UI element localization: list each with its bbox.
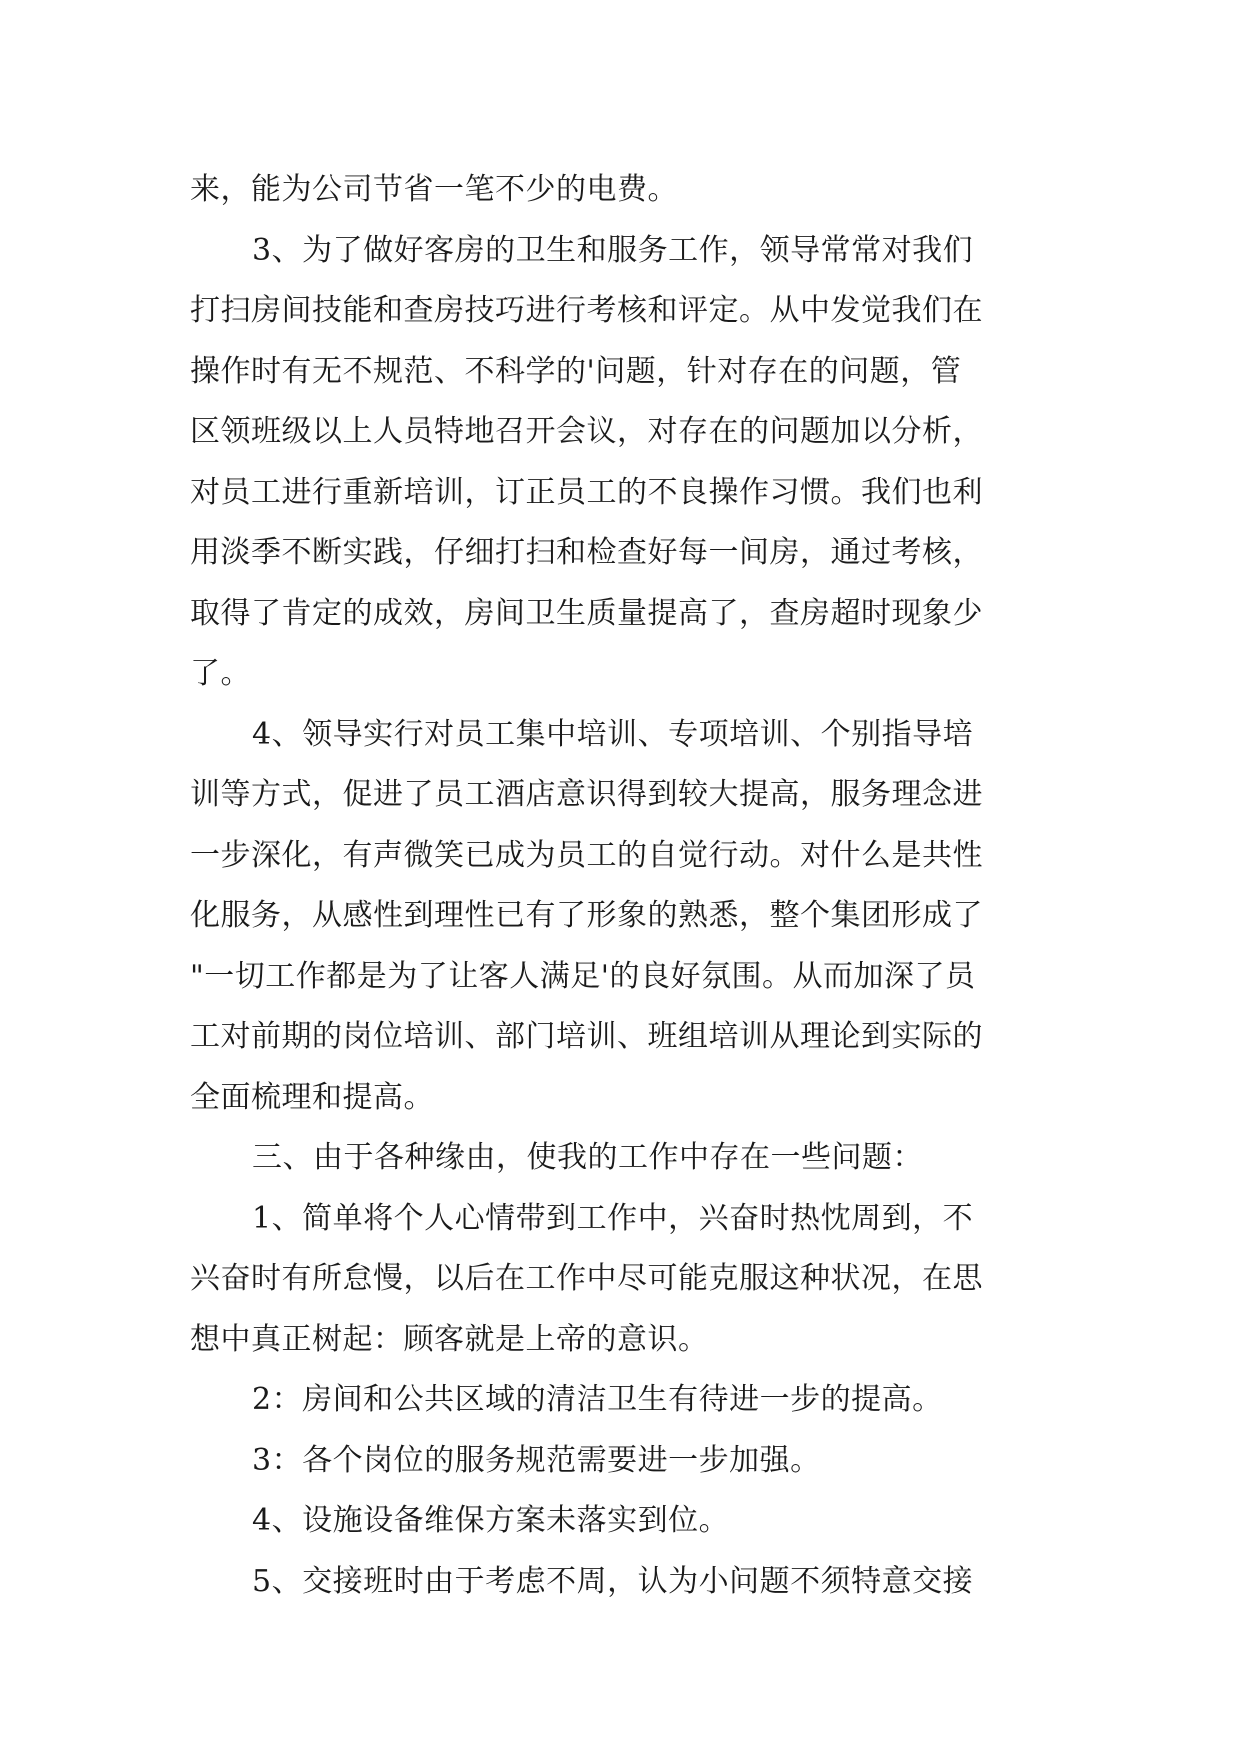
text-line: 1、简单将个人心情带到工作中，兴奋时热忱周到，不 bbox=[252, 1200, 974, 1236]
text-line: 2：房间和公共区域的清洁卫生有待进一步的提高。 bbox=[252, 1382, 943, 1417]
text-line: 了。 bbox=[190, 656, 251, 691]
text-line: 一步深化，有声微笑已成为员工的自觉行动。对什么是共性 bbox=[190, 837, 983, 873]
text-line: 3：各个岗位的服务规范需要进一步加强。 bbox=[252, 1442, 821, 1478]
text-line: 三、由于各种缘由，使我的工作中存在一些问题： bbox=[252, 1140, 923, 1175]
text-line: 化服务，从感性到理性已有了形象的熟悉，整个集团形成了 bbox=[190, 898, 983, 933]
text-line: 区领班级以上人员特地召开会议，对存在的问题加以分析， bbox=[190, 414, 983, 449]
text-line: 打扫房间技能和查房技巧进行考核和评定。从中发觉我们在 bbox=[190, 293, 983, 328]
text-line: 全面梳理和提高。 bbox=[190, 1079, 434, 1115]
text-line: 兴奋时有所怠慢，以后在工作中尽可能克服这种状况，在思 bbox=[190, 1261, 983, 1296]
text-line: 想中真正树起：顾客就是上帝的意识。 bbox=[190, 1321, 709, 1357]
text-line: 来，能为公司节省一笔不少的电费。 bbox=[190, 172, 678, 207]
text-line: 对员工进行重新培训，订正员工的不良操作习惯。我们也利 bbox=[190, 474, 983, 510]
text-line: 5、交接班时由于考虑不周，认为小问题不须特意交接 bbox=[252, 1563, 974, 1599]
text-line: 操作时有无不规范、不科学的'问题，针对存在的问题，管 bbox=[190, 353, 962, 389]
text-line: 训等方式，促进了员工酒店意识得到较大提高，服务理念进 bbox=[190, 777, 983, 812]
text-line: 用淡季不断实践，仔细打扫和检查好每一间房，通过考核， bbox=[190, 535, 983, 570]
text-line: 3、为了做好客房的卫生和服务工作，领导常常对我们 bbox=[252, 232, 974, 268]
text-line: 4、设施设备维保方案未落实到位。 bbox=[252, 1503, 730, 1538]
text-line: 4、领导实行对员工集中培训、专项培训、个别指导培 bbox=[252, 716, 974, 752]
document-body bbox=[190, 160, 1050, 1612]
text-line: 工对前期的岗位培训、部门培训、班组培训从理论到实际的 bbox=[190, 1019, 983, 1054]
text-line: "一切工作都是为了让客人满足'的良好氛围。从而加深了员 bbox=[190, 958, 976, 994]
text-line: 取得了肯定的成效，房间卫生质量提高了，查房超时现象少 bbox=[190, 595, 983, 631]
